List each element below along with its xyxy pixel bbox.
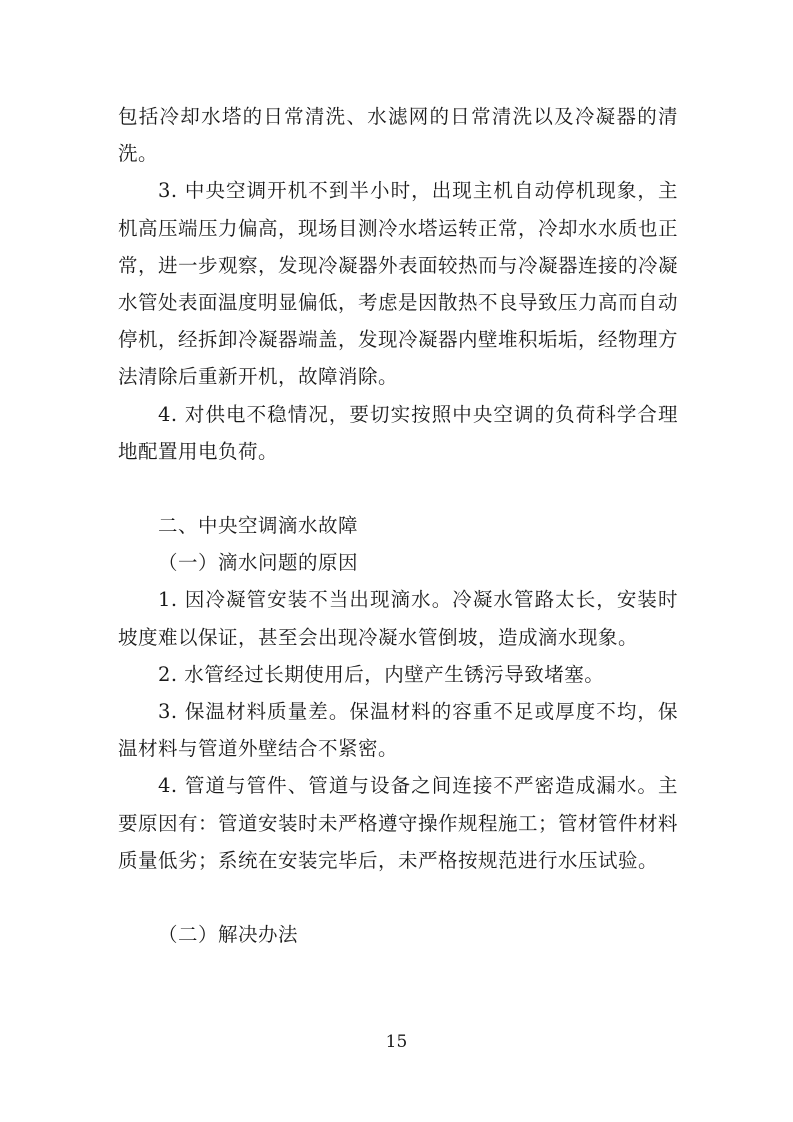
cause-item-4: 4. 管道与管件、管道与设备之间连接不严密造成漏水。主要原因有：管道安装时未严格遵守操作规程施工；管材管件材料质量低劣；系统在安装完毕后，未严格按规范进行水压试验。	[118, 774, 679, 872]
spacer	[118, 879, 678, 916]
cause-item-1: 1. 因冷凝管安装不当出现滴水。冷凝水管路太长，安装时坡度难以保证，甚至会出现冷凝水管倒坡，造成滴水现象。	[118, 588, 678, 649]
cause-item-2: 2. 水管经过长期使用后，内壁产生锈污导致堵塞。	[158, 662, 605, 686]
paragraph-item-4: 4. 对供电不稳情况，要切实按照中央空调的负荷科学合理地配置用电负荷。	[118, 402, 678, 463]
paragraph-item-3: 3. 中央空调开机不到半小时，出现主机自动停机现象，主机高压端压力偏高，现场目测冷水塔运转正常，冷却水水质也正常，进一步观察，发现冷凝器外表面较热而与冷凝器连接的冷凝水管处表面温度明显偏低，考虑是因散热不良导致压力高而自动停机，经拆卸冷凝器端盖，发现冷凝器内壁堆积垢垢，经物理方法清除后重新开机，故障消除。	[118, 179, 679, 389]
section-heading: 二、中央空调滴水故障	[158, 514, 359, 538]
page-number: 15	[385, 1032, 408, 1052]
subsection-heading-causes: （一）滴水问题的原因	[158, 551, 359, 575]
paragraph-continuation: 包括冷却水塔的日常清洗、水滤网的日常清洗以及冷凝器的清洗。	[118, 105, 678, 166]
subsection-heading-solutions: （二）解决办法	[158, 923, 299, 947]
cause-item-3: 3. 保温材料质量差。保温材料的容重不足或厚度不均，保温材料与管道外壁结合不紧密。	[118, 700, 678, 761]
spacer	[118, 470, 678, 507]
page-body	[118, 98, 678, 953]
